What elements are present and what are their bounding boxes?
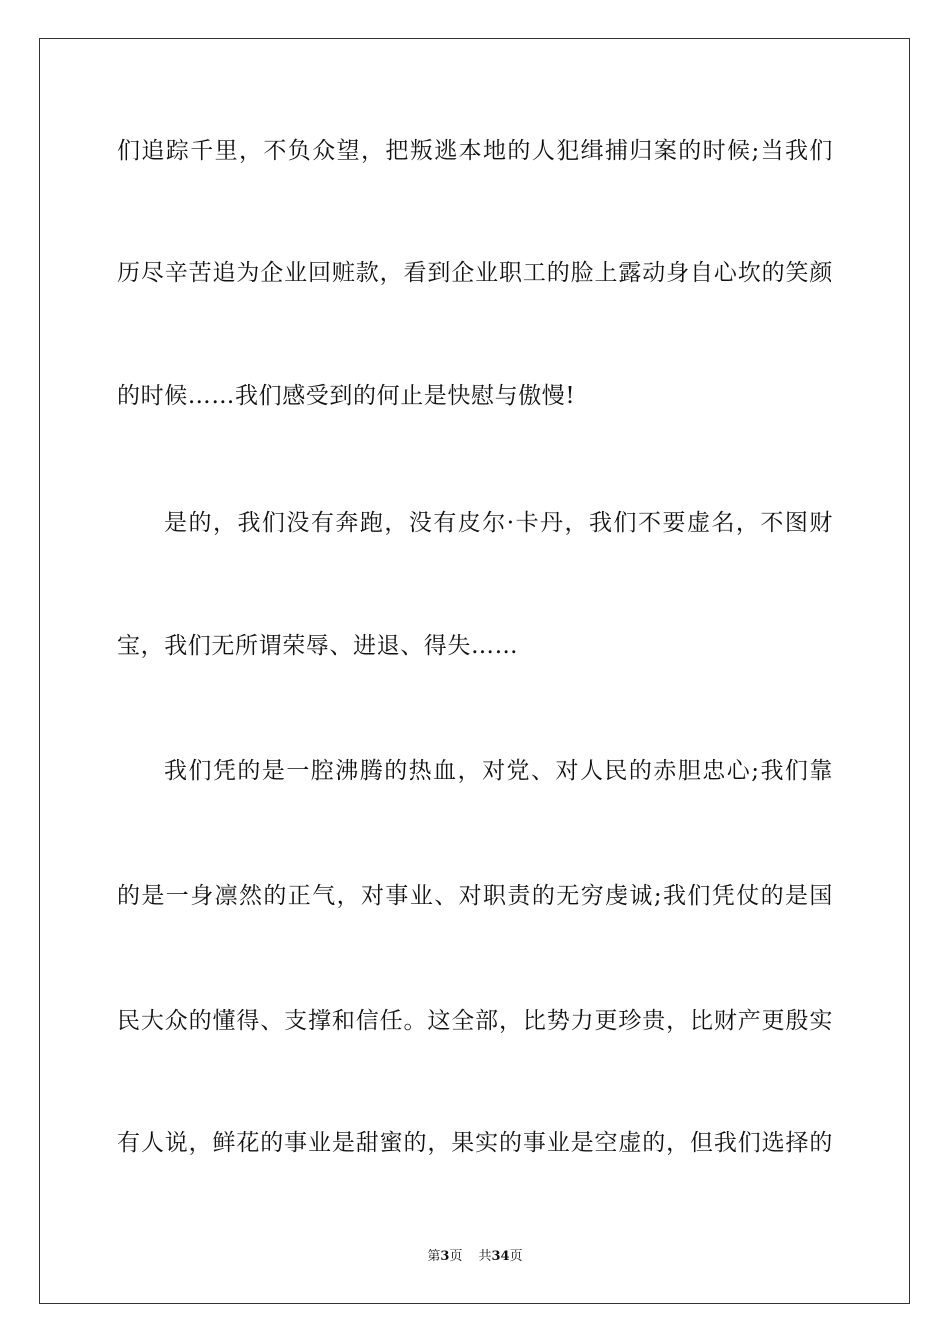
page-suffix: 页: [449, 1249, 463, 1264]
page-prefix: 第: [427, 1249, 441, 1264]
page-footer: [0, 1248, 950, 1266]
total-prefix: 共: [478, 1249, 492, 1264]
paragraph-first-line: 我们凭的是一腔沸腾的热血，对党、对人民的赤胆忠心;我们靠: [164, 758, 833, 784]
body-text-line: 民大众的懂得、支撑和信任。这全部，比势力更珍贵，比财产更殷实: [117, 1008, 833, 1034]
page-frame: [39, 38, 910, 1304]
total-suffix: 页: [509, 1249, 523, 1264]
current-page-number: 3: [440, 1249, 450, 1264]
body-text-line: 有人说，鲜花的事业是甜蜜的，果实的事业是空虚的，但我们选择的: [117, 1130, 833, 1156]
body-text-line: 们追踪千里，不负众望，把叛逃本地的人犯缉捕归案的时候;当我们: [117, 138, 833, 164]
body-text-line: 历尽辛苦追为企业回赃款，看到企业职工的脸上露动身自心坎的笑颜: [117, 260, 833, 286]
paragraph-first-line: 是的，我们没有奔跑，没有皮尔·卡丹，我们不要虚名，不图财: [164, 510, 833, 536]
body-text-line: 宝，我们无所谓荣辱、进退、得失……: [117, 633, 519, 659]
body-text-line: 的是一身凛然的正气，对事业、对职责的无穷虔诚;我们凭仗的是国: [117, 883, 833, 909]
total-page-count: 34: [491, 1249, 510, 1264]
body-text-line: 的时候……我们感受到的何止是快慰与傲慢!: [117, 383, 576, 409]
